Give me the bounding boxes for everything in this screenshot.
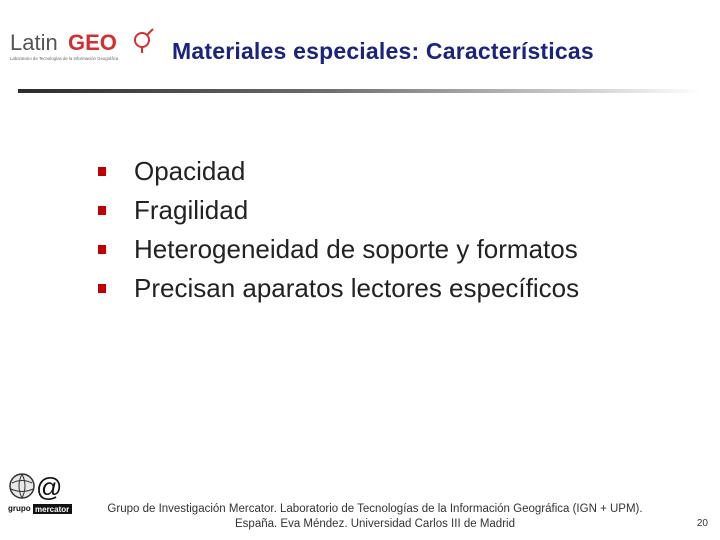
square-bullet-icon <box>98 245 106 254</box>
globe-icon <box>10 474 34 498</box>
logo-mercator-text: mercator <box>35 505 70 514</box>
bullet-text: Opacidad <box>134 156 246 186</box>
footer-line-2: España. Eva Méndez. Universidad Carlos III de Madrid <box>235 518 515 530</box>
logo-latin-text: Latin <box>10 30 58 55</box>
square-bullet-icon <box>98 206 106 215</box>
square-bullet-icon <box>98 167 106 176</box>
bullet-text: Precisan aparatos lectores específicos <box>134 273 580 303</box>
bullet-item <box>98 230 579 269</box>
globe-icon <box>135 29 153 53</box>
footer-line-1: Grupo de Investigación Mercator. Laboratorio de Tecnologías de la Información Geográfica (IGN + UPM). <box>107 503 643 515</box>
bullet-text: Fragilidad <box>134 195 249 225</box>
logo-grupo-text: grupo <box>8 504 31 513</box>
square-bullet-icon <box>98 284 106 293</box>
logo-tagline: Laboratorio de Tecnologías de la Información Geográfica <box>10 56 119 61</box>
bullet-item <box>98 269 579 308</box>
grupo-mercator-logo <box>6 470 74 516</box>
title-divider <box>18 89 702 93</box>
latingeo-logo <box>8 26 158 66</box>
slide-title: Materiales especiales: Características <box>172 38 594 64</box>
at-sign-icon: @ <box>36 472 63 502</box>
bullet-item <box>98 191 579 230</box>
bullet-item <box>98 152 579 191</box>
bullet-list <box>98 152 579 308</box>
page-number: 20 <box>696 518 708 529</box>
footer-credits <box>90 502 660 532</box>
logo-geo-text: GEO <box>68 30 117 55</box>
bullet-text: Heterogeneidad de soporte y formatos <box>134 234 578 264</box>
